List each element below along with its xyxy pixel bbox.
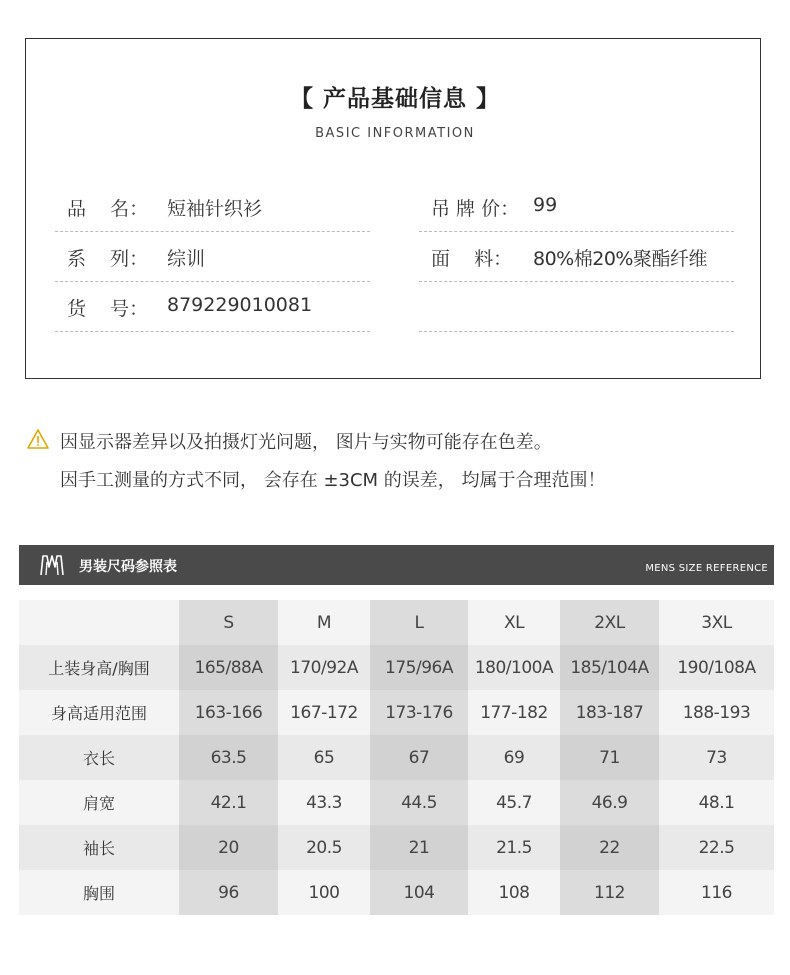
warning-icon: [27, 429, 49, 449]
row-label: 衣长: [19, 735, 179, 780]
table-cell: 167-172: [278, 690, 370, 735]
table-row: [19, 825, 774, 870]
field-value: 短袖针织衫: [167, 198, 263, 220]
table-cell: 104: [370, 870, 468, 915]
row-label: 胸围: [19, 870, 179, 915]
notice-line-1: 因显示器差异以及拍摄灯光问题， 图片与实物可能存在色差。: [60, 432, 552, 453]
info-title: 【 产品基础信息 】: [289, 86, 500, 112]
table-cell: 73: [659, 735, 774, 780]
size-label: S: [179, 600, 278, 645]
table-cell: 180/100A: [468, 645, 560, 690]
table-cell: 170/92A: [278, 645, 370, 690]
row-label: 身高适用范围: [19, 690, 179, 735]
info-subtitle: BASIC INFORMATION: [315, 126, 475, 141]
table-cell: 173-176: [370, 690, 468, 735]
table-cell: 190/108A: [659, 645, 774, 690]
table-cell: 22.5: [659, 825, 774, 870]
size-chart-subtitle: MENS SIZE REFERENCE: [645, 563, 768, 574]
field-price: [419, 182, 734, 232]
field-label: 品 名：: [67, 198, 149, 220]
size-label: M: [278, 600, 370, 645]
row-label: 上装身高/胸围: [19, 645, 179, 690]
field-label: 面 料：: [431, 248, 513, 270]
table-row: [19, 735, 774, 780]
table-cell: 188-193: [659, 690, 774, 735]
table-cell: 165/88A: [179, 645, 278, 690]
table-cell: 175/96A: [370, 645, 468, 690]
size-table: [19, 600, 774, 915]
field-label: 吊 牌 价：: [431, 198, 520, 220]
field-series: [55, 232, 370, 282]
table-cell: 45.7: [468, 780, 560, 825]
corner-cell: [19, 600, 179, 645]
table-cell: 42.1: [179, 780, 278, 825]
table-cell: 44.5: [370, 780, 468, 825]
table-row: [19, 690, 774, 735]
field-name: [55, 182, 370, 232]
table-cell: 43.3: [278, 780, 370, 825]
field-value: 80%棉20%聚酯纤维: [533, 248, 707, 270]
size-label: 2XL: [560, 600, 659, 645]
table-row: [19, 645, 774, 690]
size-chart-title: 男装尺码参照表: [79, 559, 177, 575]
size-header-row: [19, 600, 774, 645]
table-cell: 65: [278, 735, 370, 780]
table-cell: 21: [370, 825, 468, 870]
table-cell: 20.5: [278, 825, 370, 870]
field-label: 系 列：: [67, 248, 149, 270]
size-label: XL: [468, 600, 560, 645]
table-cell: 22: [560, 825, 659, 870]
table-cell: 163-166: [179, 690, 278, 735]
table-cell: 21.5: [468, 825, 560, 870]
size-label: 3XL: [659, 600, 774, 645]
brand-logo-icon: [38, 553, 66, 577]
field-empty: [419, 282, 734, 332]
table-cell: 48.1: [659, 780, 774, 825]
size-chart-header: [19, 545, 774, 585]
table-row: [19, 780, 774, 825]
table-cell: 96: [179, 870, 278, 915]
table-cell: 185/104A: [560, 645, 659, 690]
table-cell: 177-182: [468, 690, 560, 735]
table-cell: 108: [468, 870, 560, 915]
table-cell: 20: [179, 825, 278, 870]
table-cell: 100: [278, 870, 370, 915]
size-label: L: [370, 600, 468, 645]
row-label: 袖长: [19, 825, 179, 870]
field-label: 货 号：: [67, 298, 149, 320]
field-value: 综训: [167, 248, 206, 270]
table-cell: 183-187: [560, 690, 659, 735]
table-row: [19, 870, 774, 915]
field-value: 879229010081: [167, 294, 313, 316]
field-fabric: [419, 232, 734, 282]
table-cell: 67: [370, 735, 468, 780]
row-label: 肩宽: [19, 780, 179, 825]
table-cell: 46.9: [560, 780, 659, 825]
table-cell: 69: [468, 735, 560, 780]
table-cell: 71: [560, 735, 659, 780]
table-cell: 116: [659, 870, 774, 915]
field-value: 99: [533, 194, 558, 216]
notice-line-2: 因手工测量的方式不同， 会存在 ±3CM 的误差， 均属于合理范围！: [60, 470, 606, 491]
table-cell: 63.5: [179, 735, 278, 780]
field-sku: [55, 282, 370, 332]
table-cell: 112: [560, 870, 659, 915]
